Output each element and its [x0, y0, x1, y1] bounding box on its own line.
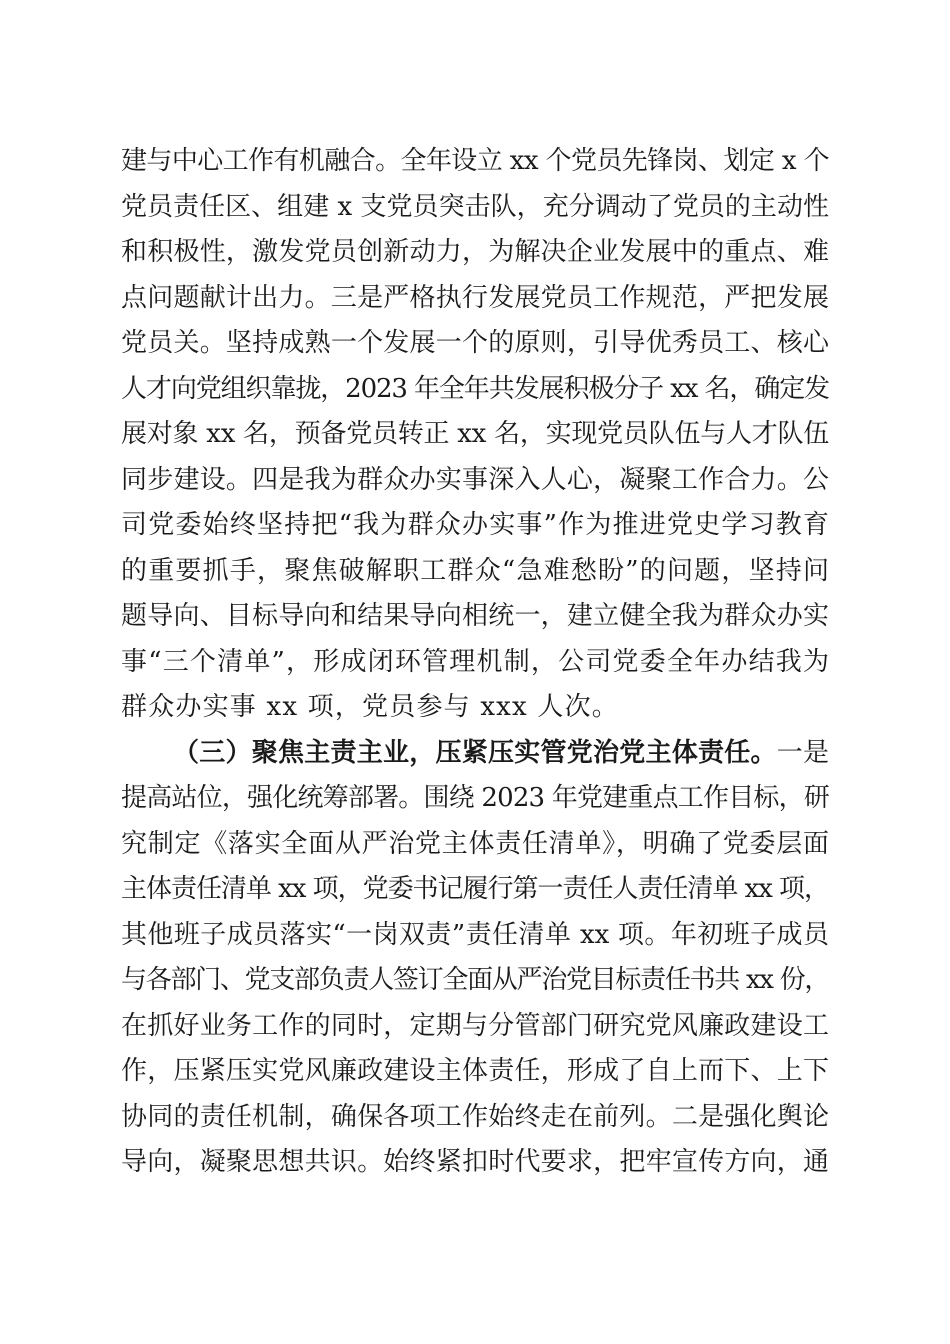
text-line: 事“三个清单”，形成闭环管理机制，公司党委全年办结我为 — [121, 646, 829, 677]
text-line: 其他班子成员落实“一岗双责”责任清单 xx 项。年初班子成员 — [121, 919, 829, 950]
document-body — [121, 139, 829, 1186]
paragraph-1 — [121, 139, 829, 731]
text-line: 的重要抓手，聚焦破解职工群众“急难愁盼”的问题，坚持问 — [121, 555, 829, 586]
section-heading: （三）聚焦主责主业，压紧压实管党治党主体责任。 — [173, 737, 777, 768]
text-line: 协同的责任机制，确保各项工作始终走在前列。二是强化舆论 — [121, 1101, 829, 1132]
text-line: 提高站位，强化统筹部署。围绕 2023 年党建重点工作目标，研 — [121, 783, 829, 813]
text-line: 在抓好业务工作的同时，定期与分管部门研究党风廉政建设工 — [121, 1010, 829, 1041]
text-line: 党员责任区、组建 x 支党员突击队，充分调动了党员的主动性 — [121, 191, 829, 222]
text-line: 群众办实事 xx 项，党员参与 xxx 人次。 — [121, 692, 619, 722]
text-line: 司党委始终坚持把“我为群众办实事”作为推进党史学习教育 — [121, 510, 829, 540]
text-line: 和积极性，激发党员创新动力，为解决企业发展中的重点、难 — [121, 237, 829, 267]
paragraph-2 — [121, 731, 829, 1186]
text-line: 作，压紧压实党风廉政建设主体责任，形成了自上而下、上下 — [121, 1056, 829, 1086]
text-span: 一是 — [776, 737, 830, 768]
text-line: 点问题献计出力。三是严格执行发展党员工作规范，严把发展 — [121, 282, 829, 313]
text-line: 与各部门、党支部负责人签订全面从严治党目标责任书共 xx 份， — [121, 965, 829, 995]
text-line: 究制定《落实全面从严治党主体责任清单》，明确了党委层面 — [121, 828, 829, 859]
text-line: 主体责任清单 xx 项，党委书记履行第一责任人责任清单 xx 项， — [121, 874, 829, 904]
text-line: 展对象 xx 名，预备党员转正 xx 名，实现党员队伍与人才队伍 — [121, 419, 829, 449]
text-line: 党员关。坚持成熟一个发展一个的原则，引导优秀员工、核心 — [121, 328, 829, 358]
text-line: 题导向、目标导向和结果导向相统一，建立健全我为群众办实 — [121, 601, 829, 631]
text-line: 建与中心工作有机融合。全年设立 xx 个党员先锋岗、划定 x 个 — [121, 146, 829, 176]
section-heading-line — [121, 731, 829, 777]
text-line: 导向，凝聚思想共识。始终紧扣时代要求，把牢宣传方向，通 — [121, 1147, 829, 1177]
text-line: 人才向党组织靠拢，2023 年全年共发展积极分子 xx 名，确定发 — [121, 373, 829, 404]
text-line: 同步建设。四是我为群众办实事深入人心，凝聚工作合力。公 — [121, 464, 829, 495]
